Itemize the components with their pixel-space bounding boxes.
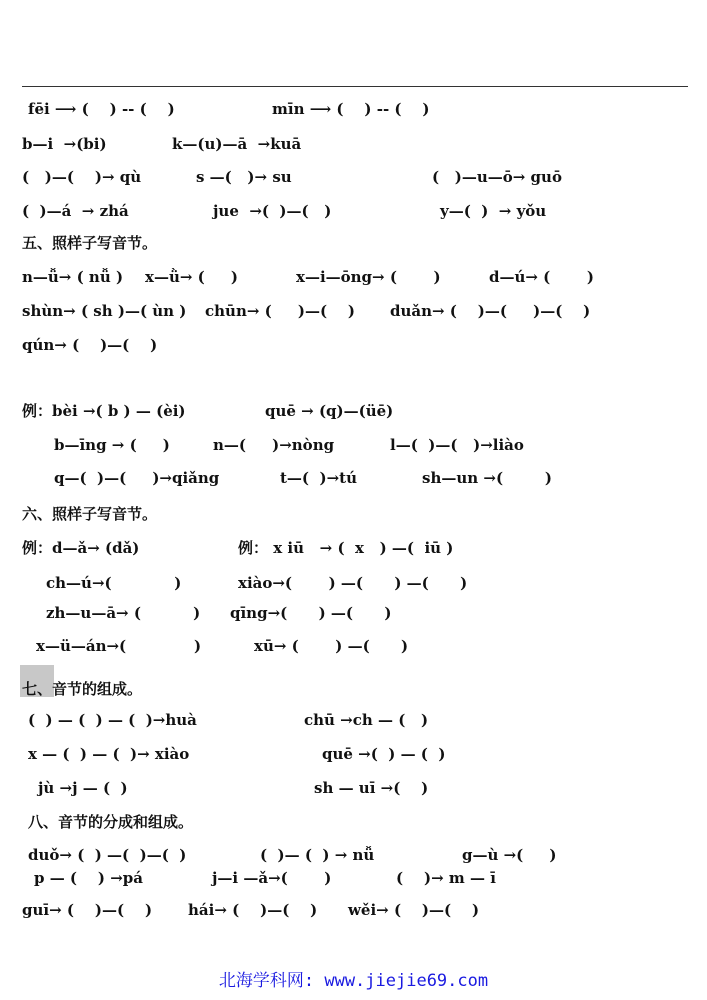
exercise-item: qīng→( ) —( ) [230, 604, 392, 622]
section-title: 六、照样子写音节。 [22, 505, 158, 523]
exercise-item: fēi ⟶ ( ) -- ( ) [28, 100, 175, 118]
footer-watermark: 北海学科网: www.jiejie69.com [218, 971, 489, 991]
exercise-item: xū→ ( ) —( ) [254, 637, 409, 655]
exercise-item: g—ù →( ) [462, 846, 557, 864]
exercise-item: hái→ ( )—( ) [188, 901, 318, 919]
exercise-item: guī→ ( )—( ) [22, 901, 153, 919]
exercise-item: j—i —ǎ→( ) [212, 869, 332, 887]
exercise-item: ( )→ m — ī [396, 869, 496, 887]
exercise-item: jù →j — ( ) [38, 779, 128, 797]
exercise-item: y—( ) → yǒu [440, 202, 547, 220]
exercise-item: shùn→ ( sh )—( ùn ) [22, 302, 187, 320]
exercise-item: n—ǚ→ ( nǚ ) [22, 268, 124, 286]
exercise-item: x—ǜ→ ( ) [145, 268, 238, 286]
section-title: 七、音节的组成。 [22, 680, 143, 698]
exercise-item: quē →( ) — ( ) [322, 745, 446, 763]
exercise-item: n—( )→nòng [213, 436, 335, 454]
exercise-item: x—i—ōng→ ( ) [296, 268, 441, 286]
exercise-item: ch—ú→( ) [46, 574, 182, 592]
example-item: quē → (q)—(üē) [265, 402, 394, 420]
exercise-item: jue →( )—( ) [213, 202, 332, 220]
exercise-item: d—ú→ ( ) [489, 268, 594, 286]
example-item: 例：bèi →( b ) — (èi) [22, 402, 186, 420]
exercise-item: b—i →(bi) [22, 135, 107, 153]
exercise-item: ( )—( )→ qù [22, 168, 142, 186]
exercise-item: s —( )→ su [196, 168, 292, 186]
example-item: 例： x iū → ( x ) —( iū ) [238, 539, 454, 557]
exercise-item: mīn ⟶ ( ) -- ( ) [272, 100, 430, 118]
exercise-item: xiào→( ) —( ) —( ) [238, 574, 468, 592]
exercise-item: q—( )—( )→qiǎng [54, 469, 220, 487]
exercise-item: t—( )→tú [280, 469, 357, 487]
exercise-item: wěi→ ( )—( ) [348, 901, 480, 919]
exercise-item: sh — uī →( ) [314, 779, 429, 797]
top-rule [22, 86, 688, 87]
exercise-item: b—īng → ( ) [54, 436, 170, 454]
exercise-item: ( ) — ( ) — ( )→huà [28, 711, 197, 729]
exercise-item: ( )—u—ō→ guō [432, 168, 562, 186]
exercise-item: chūn→ ( )—( ) [205, 302, 356, 320]
exercise-item: l—( )—( )→liào [390, 436, 524, 454]
exercise-item: chū →ch — ( ) [304, 711, 429, 729]
exercise-item: x — ( ) — ( )→ xiào [28, 745, 190, 763]
exercise-item: p — ( ) →pá [34, 869, 144, 887]
exercise-item: ( )—á → zhá [22, 202, 129, 220]
exercise-item: zh—u—ā→ ( ) [46, 604, 201, 622]
exercise-item: duǎn→ ( )—( )—( ) [390, 302, 591, 320]
exercise-item: duǒ→ ( ) —( )—( ) [28, 846, 187, 864]
section-title: 五、照样子写音节。 [22, 234, 158, 252]
exercise-item: qún→ ( )—( ) [22, 336, 158, 354]
section-title: 八、音节的分成和组成。 [28, 813, 194, 831]
exercise-item: sh—un →( ) [422, 469, 552, 487]
exercise-item: x—ü—án→( ) [36, 637, 202, 655]
exercise-item: k—(u)—ā →kuā [172, 135, 302, 153]
example-item: 例：d—ǎ→ (dǎ) [22, 539, 140, 557]
exercise-item: ( )— ( ) → nǚ [260, 846, 375, 864]
